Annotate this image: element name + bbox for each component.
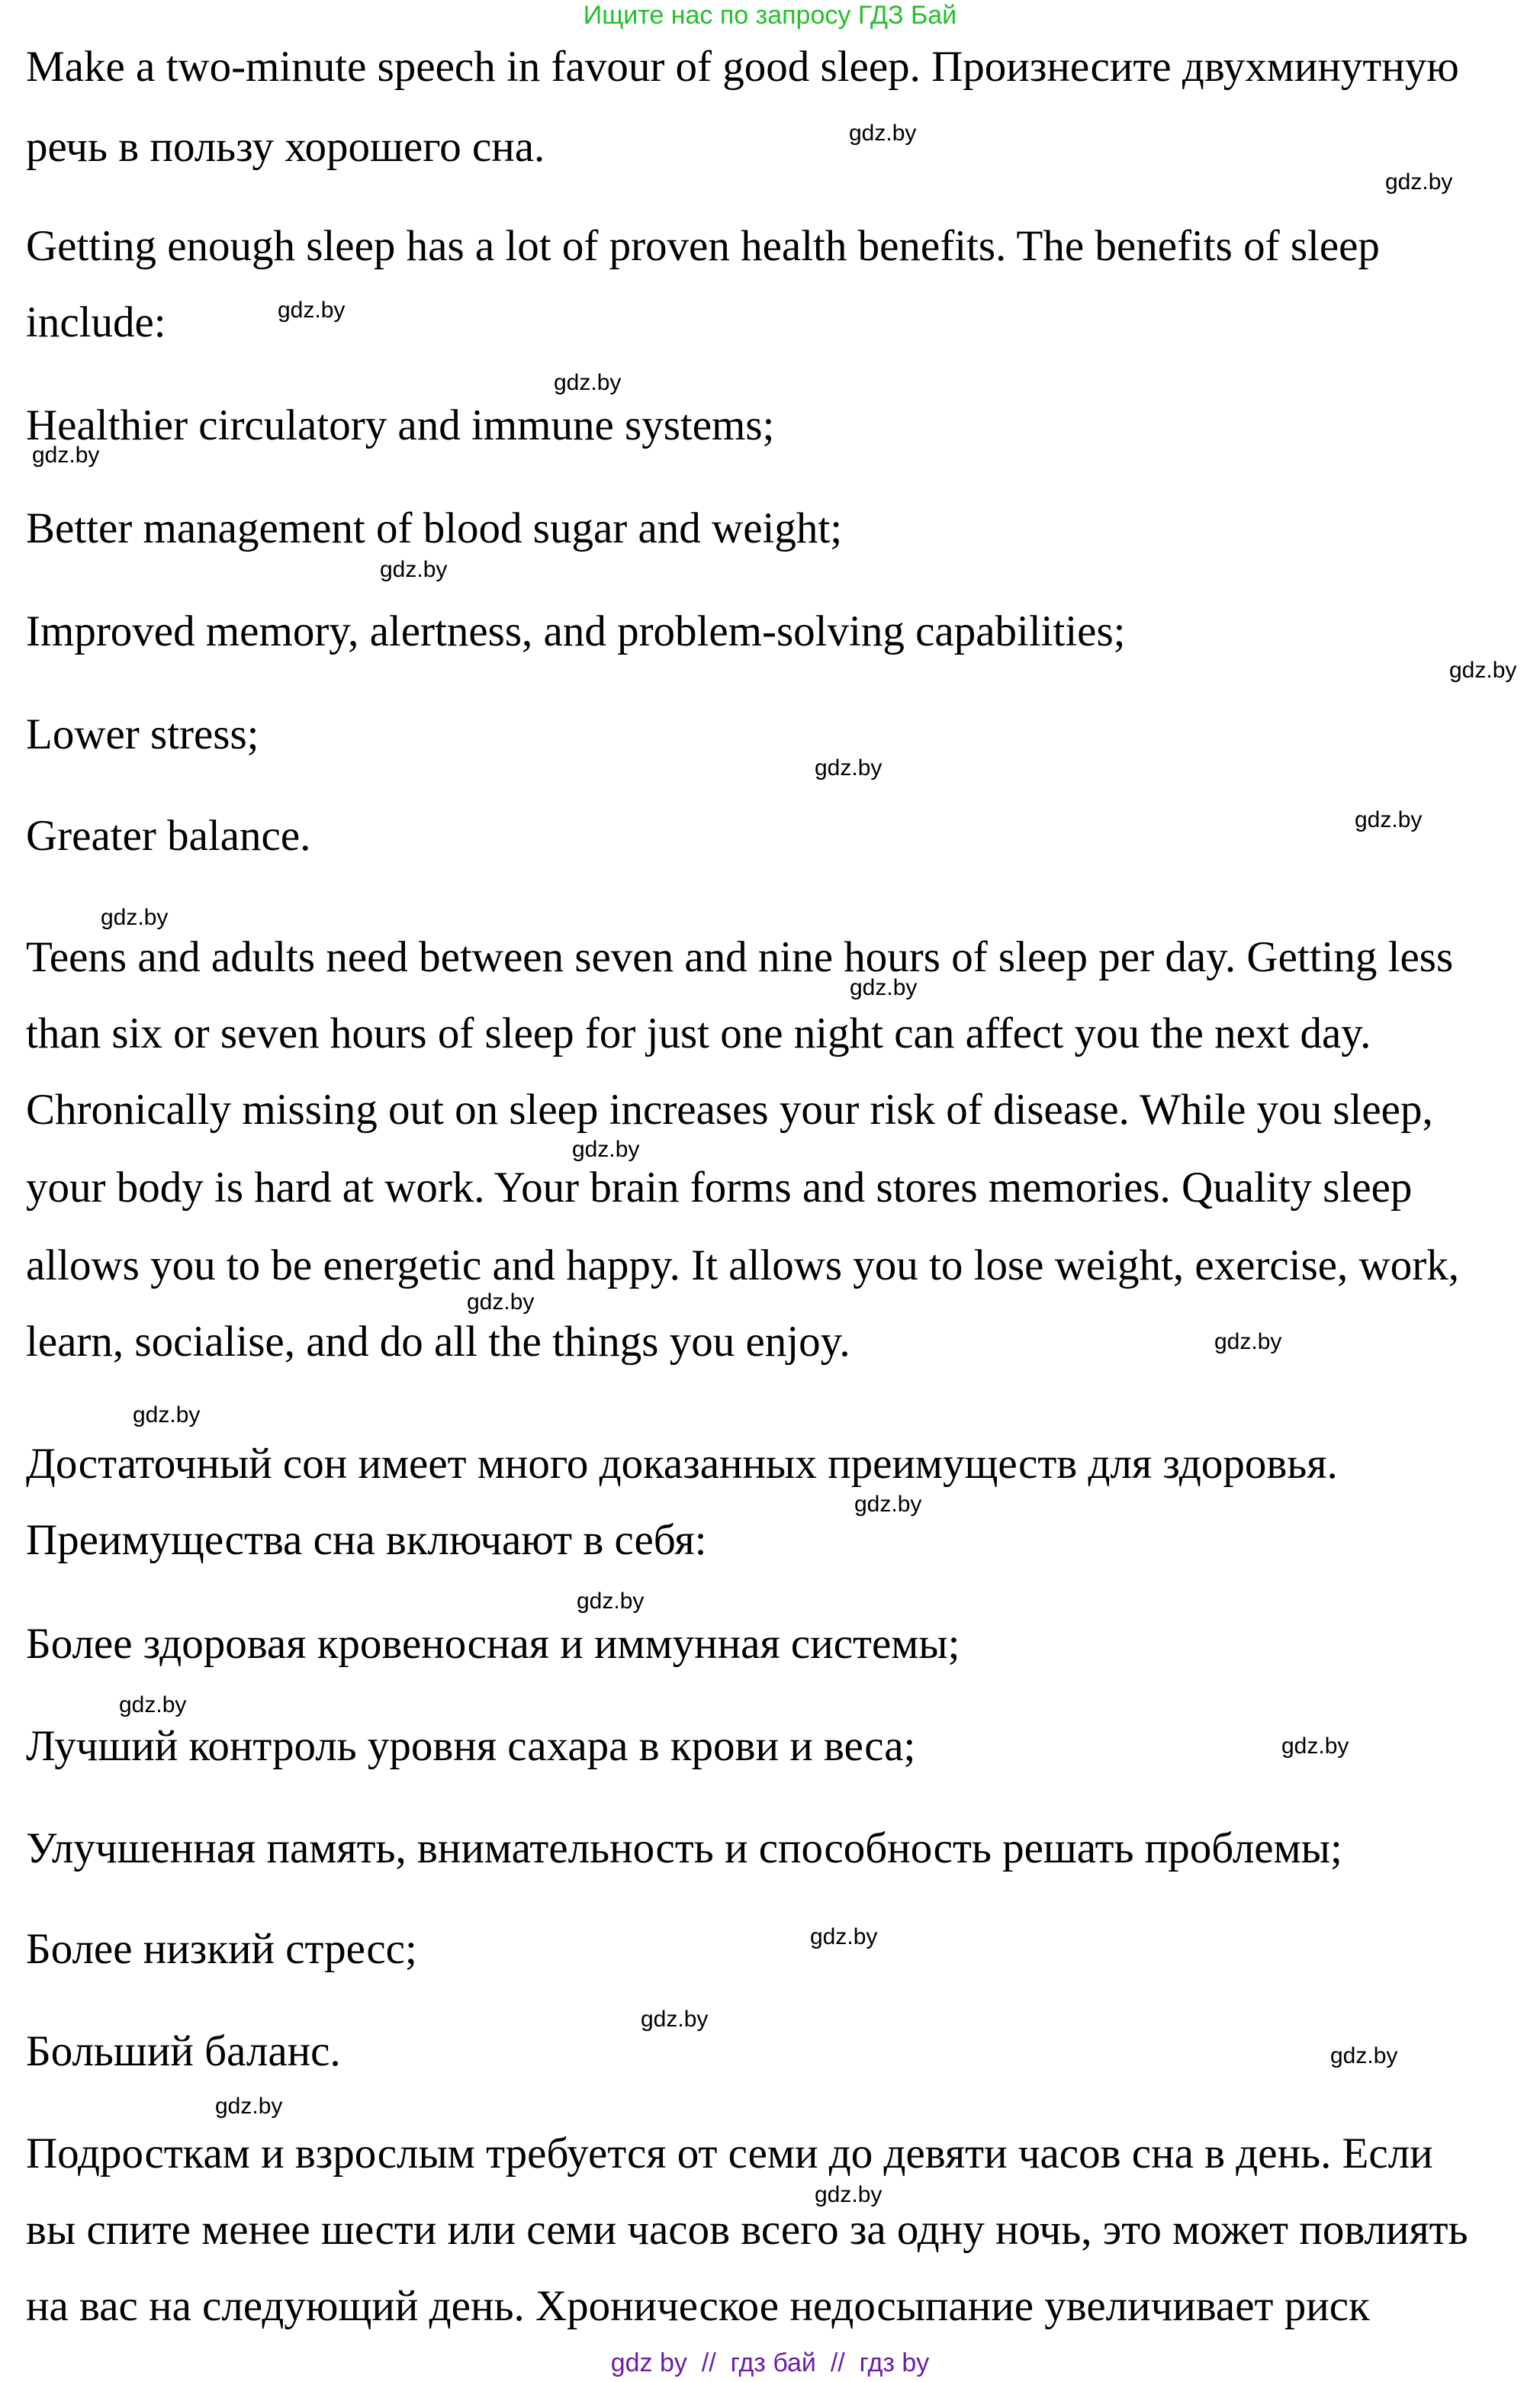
paragraph-line: than six or seven hours of sleep for just one night can affect you the next day. [26, 1009, 1371, 1057]
paragraph-line: allows you to be energetic and happy. It allows you to lose weight, exercise, work, [26, 1241, 1459, 1289]
watermark: gdz.by [1214, 1329, 1282, 1354]
paragraph-line: Chronically missing out on sleep increases your risk of disease. While you sleep, [26, 1086, 1433, 1134]
watermark: gdz.by [815, 2182, 883, 2207]
watermark: gdz.by [554, 370, 622, 395]
watermark: gdz.by [467, 1289, 535, 1315]
task-line-1: Make a two-minute speech in favour of good sleep. Произнесите двухминутную [26, 43, 1459, 91]
list-item: Лучший контроль уровня сахара в крови и веса; [26, 1722, 916, 1770]
watermark: gdz.by [641, 2007, 709, 2032]
watermark: gdz.by [1330, 2043, 1398, 2068]
watermark: gdz.by [810, 1924, 878, 1949]
paragraph-line: Преимущества сна включают в себя: [26, 1516, 707, 1564]
paragraph-line: Подросткам и взрослым требуется от семи до девяти часов сна в день. Если [26, 2129, 1433, 2178]
watermark: gdz.by [101, 905, 169, 930]
watermark: gdz.by [849, 121, 917, 146]
list-item: Improved memory, alertness, and problem-solving capabilities; [26, 607, 1126, 655]
watermark: gdz.by [32, 443, 100, 468]
list-item: Lower stress; [26, 710, 259, 758]
paragraph-line: на вас на следующий день. Хроническое недосыпание увеличивает риск [26, 2282, 1370, 2330]
watermark: gdz.by [278, 298, 346, 323]
paragraph-line: Teens and adults need between seven and nine hours of sleep per day. Getting less [26, 933, 1454, 981]
paragraph-line: your body is hard at work. Your brain forms and stores memories. Quality sleep [26, 1164, 1413, 1212]
footer-links: gdz by // гдз бай // гдз by [610, 2348, 930, 2377]
watermark: gdz.by [815, 755, 883, 781]
list-item: Больший баланс. [26, 2027, 341, 2075]
search-banner: Ищите нас по запросу ГДЗ Бай [583, 1, 957, 30]
watermark: gdz.by [1385, 169, 1453, 195]
paragraph-line: Getting enough sleep has a lot of proven health benefits. The benefits of sleep [26, 222, 1380, 270]
list-item: Better management of blood sugar and weight; [26, 504, 843, 552]
paragraph-line: Достаточный сон имеет много доказанных преимуществ для здоровья. [26, 1440, 1338, 1488]
watermark: gdz.by [572, 1137, 640, 1162]
list-item: Greater balance. [26, 812, 311, 860]
paragraph-line: include: [26, 298, 166, 346]
list-item: Более низкий стресс; [26, 1925, 417, 1973]
watermark: gdz.by [577, 1589, 645, 1614]
watermark: gdz.by [854, 1492, 922, 1517]
watermark: gdz.by [133, 1402, 201, 1428]
watermark: gdz.by [1355, 807, 1423, 832]
list-item: Healthier circulatory and immune systems; [26, 401, 775, 449]
paragraph-line: вы спите менее шести или семи часов всего за одну ночь, это может повлиять [26, 2206, 1468, 2254]
watermark: gdz.by [850, 975, 918, 1000]
watermark: gdz.by [215, 2094, 283, 2119]
list-item: Улучшенная память, внимательность и способность решать проблемы; [26, 1824, 1342, 1872]
list-item: Более здоровая кровеносная и иммунная системы; [26, 1620, 960, 1668]
task-line-2: речь в пользу хорошего сна. [26, 123, 545, 171]
watermark: gdz.by [1449, 658, 1517, 683]
watermark: gdz.by [1281, 1733, 1349, 1759]
watermark: gdz.by [380, 557, 448, 582]
paragraph-line: learn, socialise, and do all the things you enjoy. [26, 1318, 850, 1366]
watermark: gdz.by [119, 1692, 187, 1717]
